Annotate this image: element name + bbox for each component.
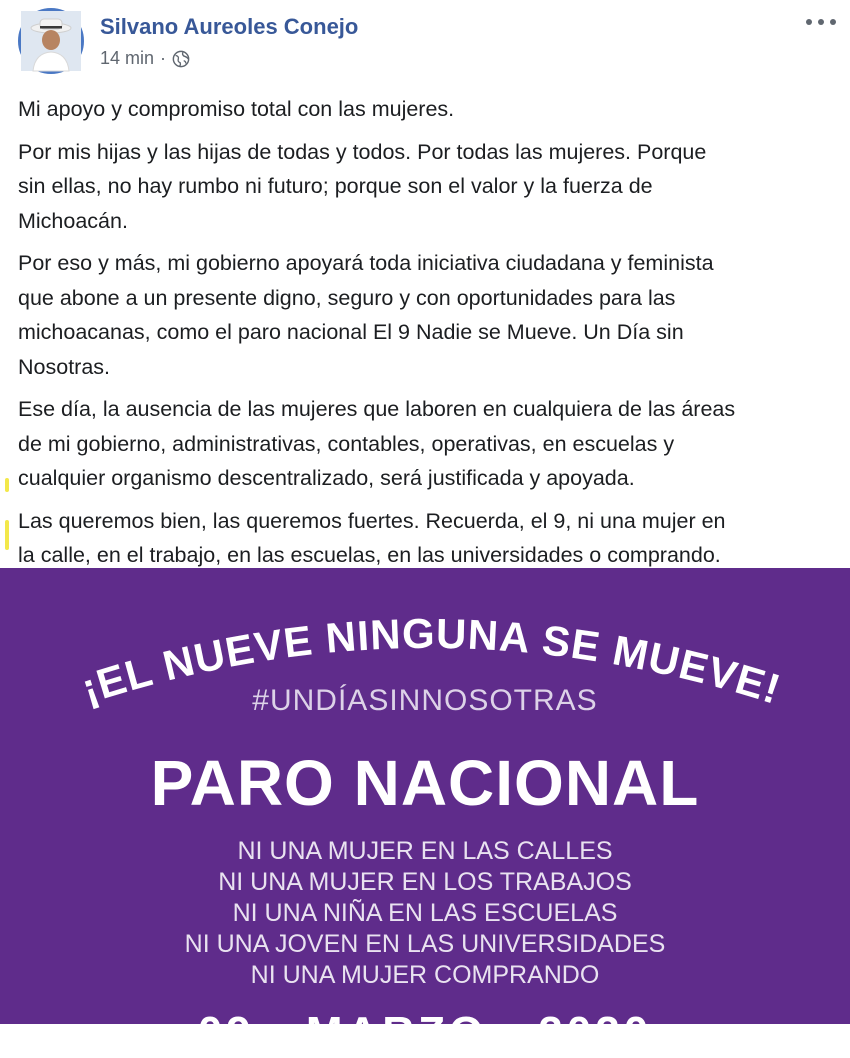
post-paragraph: Ese día, la ausencia de las mujeres que laboren en cualquiera de las áreas de mi gobierno, administrativas, contables, operativas, en escuelas y cualquier organismo descentralizado, será justificada y apoyada. (18, 397, 736, 490)
banner-headline: ¡EL NUEVE NINGUNA SE MUEVE! (76, 609, 787, 713)
post-image-banner[interactable] (0, 568, 850, 1057)
post-meta (100, 48, 190, 69)
globe-icon[interactable] (172, 50, 190, 68)
banner-line: NI UNA MUJER EN LAS CALLES (237, 837, 613, 865)
author-name[interactable]: Silvano Aureoles Conejo (100, 14, 359, 39)
more-dot (818, 19, 824, 25)
avatar[interactable] (18, 8, 84, 74)
avatar-image (21, 11, 81, 71)
banner-line: NI UNA JOVEN EN LAS UNIVERSIDADES (184, 930, 666, 958)
more-options-icon[interactable] (806, 12, 836, 32)
post-paragraph: Por eso y más, mi gobierno apoyará toda iniciativa ciudadana y feminista que abone a un presente digno, seguro y con oportunidades para las michoacanas, como el paro nacional El 9 Nadie se Mueve. Un Día sin Nosotras. (18, 251, 714, 379)
post-paragraph: Por mis hijas y las hijas de todas y todos. Por todas las mujeres. Porque sin ellas, no hay rumbo ni futuro; porque son el valor y la fuerza de Michoacán. (18, 139, 707, 233)
post-time[interactable]: 14 min (100, 48, 155, 68)
highlight-mark (5, 520, 9, 550)
banner-hashtag: #UNDÍASINNOSOTRAS (252, 684, 598, 717)
post-header (0, 0, 850, 90)
more-dot (830, 19, 836, 25)
meta-separator: · (160, 48, 167, 68)
banner-date: 09 · MARZO · 2020 (197, 1008, 653, 1057)
post-text (18, 92, 833, 581)
more-dot (806, 19, 812, 25)
banner-title: PARO NACIONAL (150, 747, 700, 819)
post-paragraph: Las queremos bien, las queremos fuertes. Recuerda, el 9, ni una mujer en la calle, en el trabajo, en las escuelas, en las universidades o comprando. (18, 508, 726, 567)
post-paragraph: Mi apoyo y compromiso total con las mujeres. (18, 97, 455, 121)
banner-line: NI UNA MUJER COMPRANDO (250, 961, 600, 989)
banner-line: NI UNA NIÑA EN LAS ESCUELAS (232, 899, 618, 927)
banner-line: NI UNA MUJER EN LOS TRABAJOS (218, 868, 632, 896)
highlight-mark (5, 478, 9, 492)
banner-lines (0, 836, 850, 991)
